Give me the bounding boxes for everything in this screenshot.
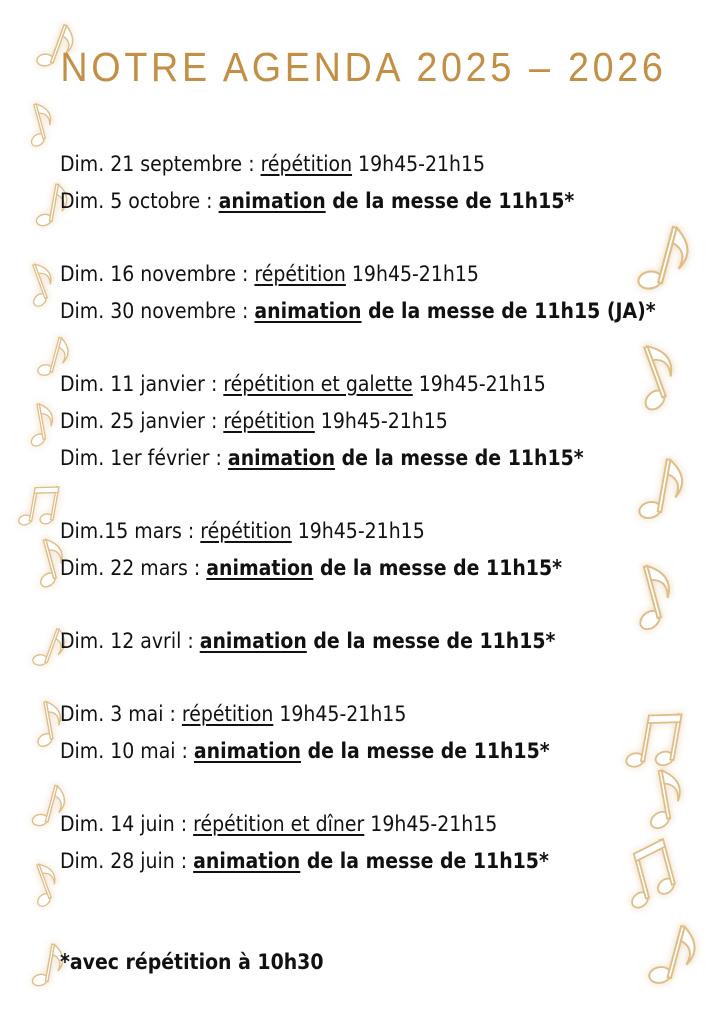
agenda-entry [60, 806, 654, 843]
agenda-entry [60, 183, 654, 220]
entry-event: répétition [254, 262, 346, 286]
agenda-group [60, 806, 720, 880]
agenda-entry [60, 440, 654, 477]
entry-date: Dim. 10 mai : [60, 739, 194, 763]
agenda-group [60, 623, 720, 660]
entry-detail: 19h45-21h15 [314, 409, 448, 433]
agenda-entry [60, 550, 654, 587]
footnote: *avec répétition à 10h30 [60, 950, 324, 974]
entry-date: Dim.15 mars : [60, 519, 201, 543]
agenda-entry [60, 403, 654, 440]
entry-detail: 19h45-21h15 [273, 702, 407, 726]
entry-detail: de la messe de 11h15* [313, 556, 563, 580]
entry-event: animation [227, 446, 336, 470]
entry-event: répétition [260, 152, 353, 176]
entry-date: Dim. 1er février : [60, 446, 228, 470]
entry-event: animation [193, 739, 302, 763]
entry-date: Dim. 11 janvier : [60, 372, 224, 396]
agenda-entry [60, 146, 654, 183]
entry-date: Dim. 22 mars : [60, 556, 207, 580]
entry-event: animation [199, 629, 307, 653]
agenda-list [60, 146, 720, 916]
entry-event: répétition et galette [223, 372, 413, 396]
agenda-entry [60, 623, 654, 660]
entry-detail: 19h45-21h15 [364, 812, 498, 836]
entry-date: Dim. 25 janvier : [60, 409, 224, 433]
entry-event: animation [206, 556, 314, 580]
entry-event: animation [193, 849, 301, 873]
agenda-group [60, 696, 720, 770]
entry-event: animation [218, 189, 326, 213]
agenda-entry [60, 733, 654, 770]
page-title: NOTRE AGENDA 2025 – 2026 [60, 44, 667, 90]
entry-detail: 19h45-21h15 [352, 152, 486, 176]
agenda-group [60, 146, 720, 220]
entry-detail: de la messe de 11h15* [325, 189, 575, 213]
agenda-entry [60, 256, 654, 293]
agenda-entry [60, 293, 654, 330]
entry-detail: 19h45-21h15 [412, 372, 546, 396]
agenda-entry [60, 513, 654, 550]
entry-date: Dim. 16 novembre : [60, 262, 255, 286]
entry-event: répétition [181, 702, 274, 726]
entry-event: répétition [200, 519, 292, 543]
entry-detail: de la messe de 11h15* [300, 849, 549, 873]
entry-date: Dim. 5 octobre : [60, 189, 219, 213]
agenda-group [60, 366, 720, 477]
agenda-entry [60, 696, 654, 733]
entry-date: Dim. 30 novembre : [60, 299, 255, 323]
entry-event: animation [254, 299, 362, 323]
agenda-group [60, 256, 720, 330]
entry-date: Dim. 3 mai : [60, 702, 182, 726]
entry-date: Dim. 28 juin : [60, 849, 194, 873]
entry-date: Dim. 21 septembre : [60, 152, 261, 176]
entry-detail: de la messe de 11h15* [301, 739, 550, 763]
agenda-group [60, 513, 720, 587]
entry-event: répétition [223, 409, 315, 433]
entry-detail: de la messe de 11h15* [335, 446, 584, 470]
entry-detail: de la messe de 11h15 (JA)* [361, 299, 656, 323]
entry-date: Dim. 14 juin : [60, 812, 194, 836]
agenda-entry [60, 843, 654, 880]
entry-date: Dim. 12 avril : [60, 629, 200, 653]
entry-detail: de la messe de 11h15* [306, 629, 556, 653]
agenda-entry [60, 366, 654, 403]
entry-event: répétition et dîner [193, 812, 365, 836]
entry-detail: 19h45-21h15 [345, 262, 479, 286]
entry-detail: 19h45-21h15 [291, 519, 425, 543]
